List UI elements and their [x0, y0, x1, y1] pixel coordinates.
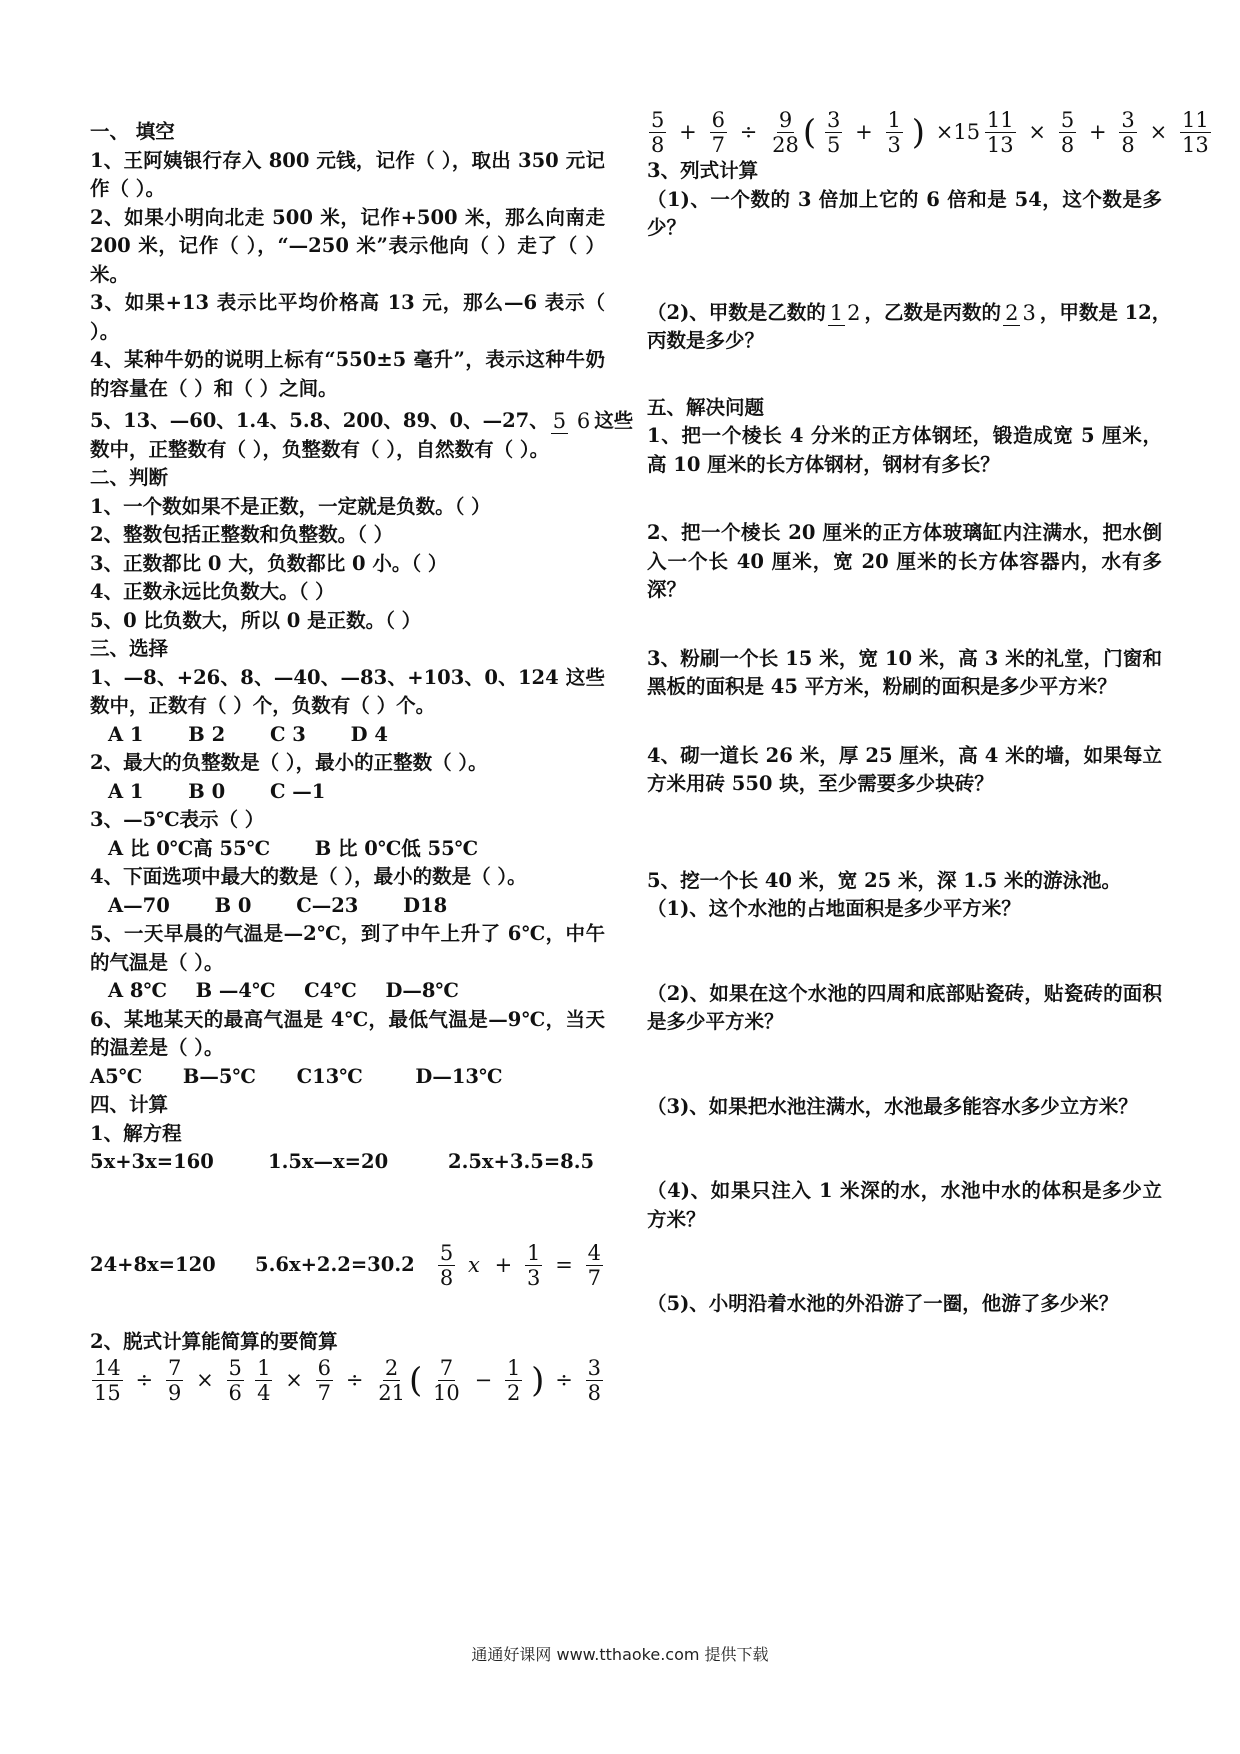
fraction-denominator: 9 — [167, 1381, 182, 1405]
subsection-word-equations: 3、列式计算 — [647, 159, 759, 182]
fraction-denominator: 15 — [94, 1381, 121, 1405]
question-1-5-line2: 数中，正整数有（ ），负整数有（ ），自然数有（ ）。 — [90, 437, 550, 461]
section-title-calculate: 四、计算 — [90, 1093, 169, 1116]
question-1-3: 3、如果+13 表示比平均价格高 13 元，那么—6 表示（ ）。 — [90, 291, 605, 343]
question-1-5-line1 — [90, 407, 634, 436]
operator: + — [679, 120, 697, 145]
fraction-denominator: 3 — [527, 1265, 541, 1290]
fraction-denominator: 6 — [576, 409, 591, 434]
option-c: C 3 — [269, 722, 306, 746]
question-3-3-options — [90, 835, 605, 864]
fraction-denominator: 13 — [1181, 133, 1209, 157]
question-5-5: 5、挖一个长 40 米，宽 25 米，深 1.5 米的游泳池。 — [647, 868, 1121, 892]
option-d: D—13℃ — [415, 1064, 503, 1088]
fraction — [770, 108, 801, 157]
fraction-numerator: 3 — [587, 1356, 601, 1380]
calc-row-1 — [90, 1356, 605, 1405]
equation-5: 5.6x+2.2=30.2 — [255, 1252, 415, 1276]
fraction-numerator: 5 — [228, 1356, 242, 1380]
fraction-numerator: 9 — [778, 108, 793, 132]
fraction-numerator: 6 — [317, 1356, 332, 1380]
fraction-denominator: 3 — [1022, 300, 1036, 325]
option-a: A—70 — [108, 893, 170, 917]
calc-6 — [983, 108, 1213, 157]
question-3-1: 1、—8、+26、8、—40、—83、+103、0、124 这些数中，正数有（ ）个，负数有（ ）个。 — [90, 665, 605, 717]
question-3-2-options — [90, 778, 605, 807]
fraction — [438, 1241, 455, 1290]
fraction — [431, 1356, 462, 1405]
fraction-denominator: 7 — [711, 133, 725, 157]
option-a: A 8℃ — [108, 979, 167, 1002]
fraction-denominator: 2 — [847, 300, 861, 325]
question-4-3-2-line1 — [647, 299, 1172, 328]
question-4-3-2-text-c: ，甲数是 12， — [1039, 300, 1172, 324]
fraction-numerator: 11 — [1181, 108, 1209, 132]
question-4-3-1: （1)、一个数的 3 倍加上它的 6 倍和是 54，这个数是多少？ — [647, 187, 1162, 239]
question-5-2: 2、把一个棱长 20 厘米的正方体玻璃缸内注满水，把水倒入一个长 40 厘米，宽 20 厘米的长方体容器内，水有多深？ — [647, 521, 1162, 601]
operator: + — [494, 1252, 513, 1277]
operator: + — [1089, 120, 1107, 145]
fraction-numerator: 14 — [94, 1356, 121, 1380]
fraction-denominator: 7 — [317, 1381, 332, 1405]
fraction-numerator: 7 — [167, 1356, 182, 1380]
option-b: B 2 — [188, 722, 226, 746]
fraction — [227, 1356, 244, 1405]
fraction — [525, 1241, 542, 1290]
question-3-4-options — [90, 892, 605, 921]
fraction-numerator: 5 — [651, 108, 665, 132]
fraction-denominator: 8 — [651, 133, 665, 157]
question-3-6-options — [90, 1063, 605, 1092]
question-2-3: 3、正数都比 0 大，负数都比 0 小。（ ） — [90, 551, 448, 575]
fraction-denominator: 4 — [257, 1381, 271, 1405]
option-a: A 比 0℃高 55℃ — [108, 836, 270, 860]
fraction — [255, 1356, 272, 1405]
fraction-denominator: 2 — [506, 1381, 521, 1405]
option-b: B 0 — [214, 893, 252, 917]
question-5-5-1: （1)、这个水池的占地面积是多少平方米？ — [647, 897, 1021, 920]
question-1-5-text-b: 这些 — [594, 409, 634, 432]
operator: ×15 — [935, 120, 981, 145]
option-b: B 比 0℃低 55℃ — [314, 836, 479, 860]
question-4-3-2-text-a: （2)、甲数是乙数的 — [647, 300, 826, 324]
right-column — [647, 108, 1209, 1319]
fraction-denominator: 6 — [228, 1381, 242, 1405]
fraction — [649, 108, 666, 157]
operator: ÷ — [135, 1368, 154, 1393]
operator: ÷ — [555, 1368, 573, 1393]
fraction — [586, 1241, 603, 1290]
question-5-5-4: （4)、如果只注入 1 米深的水，水池中水的体积是多少立方米？ — [647, 1179, 1162, 1231]
fraction — [1003, 301, 1038, 325]
fraction-5-6 — [551, 409, 592, 433]
equation-1: 5x+3x=160 — [90, 1150, 214, 1173]
calc-2 — [253, 1356, 409, 1405]
question-5-3: 3、粉刷一个长 15 米，宽 10 米，高 3 米的礼堂，门窗和黑板的面积是 45 平方米，粉刷的面积是多少平方米？ — [647, 646, 1162, 698]
operator: × — [1149, 120, 1168, 145]
fraction-denominator: 28 — [772, 133, 799, 157]
fraction-numerator: 5 — [1060, 108, 1075, 132]
question-3-6: 6、某地某天的最高气温是 4℃，最低气温是—9℃，当天的温差是（ ）。 — [90, 1007, 605, 1059]
subsection-solve-equations: 1、解方程 — [90, 1121, 182, 1145]
question-1-1: 1、王阿姨银行存入 800 元钱，记作（ ），取出 350 元记作（ ）。 — [90, 148, 605, 200]
section-title-fill-blank: 一、 填空 — [90, 120, 175, 143]
question-2-4: 4、正数永远比负数大。（ ） — [90, 580, 335, 603]
operator: + — [855, 120, 873, 145]
option-c: C4℃ — [304, 979, 357, 1002]
calc-3 — [409, 1356, 605, 1405]
fraction-denominator: 13 — [986, 133, 1014, 157]
question-2-2: 2、整数包括正整数和负整数。（ ） — [90, 523, 394, 546]
fraction — [505, 1356, 522, 1405]
fraction — [1119, 108, 1136, 157]
fraction — [166, 1356, 183, 1405]
fraction-numerator: 5 — [552, 409, 567, 434]
option-b: B 0 — [188, 779, 226, 803]
question-3-5-options — [90, 977, 605, 1006]
question-5-1: 1、把一个棱长 4 分米的正方体钢坯，锻造成宽 5 厘米，高 10 厘米的长方体钢材，钢材有多长？ — [647, 424, 1162, 476]
option-c: C —1 — [269, 779, 326, 803]
right-paren: ) — [911, 112, 925, 153]
fraction — [316, 1356, 333, 1405]
left-paren: ( — [408, 1360, 423, 1401]
question-3-1-options — [90, 721, 605, 750]
option-a: A 1 — [108, 722, 144, 746]
option-d: D18 — [403, 893, 448, 917]
option-c: C—23 — [296, 893, 359, 917]
section-title-solve-problems: 五、解决问题 — [647, 395, 765, 419]
left-paren: ( — [802, 112, 817, 153]
question-5-5-3: （3)、如果把水池注满水，水池最多能容水多少立方米？ — [647, 1094, 1138, 1118]
fraction-numerator: 1 — [506, 1356, 521, 1380]
fraction-numerator: 3 — [1121, 108, 1135, 132]
operator: × — [1028, 120, 1047, 145]
fraction-denominator: 21 — [378, 1381, 405, 1405]
calc-5 — [803, 108, 983, 157]
fraction-denominator: 5 — [826, 133, 841, 157]
fraction — [825, 108, 842, 157]
fraction — [710, 108, 727, 157]
question-3-5: 5、一天早晨的气温是—2℃，到了中午上升了 6℃，中午的气温是（ ）。 — [90, 922, 605, 974]
fraction-denominator: 8 — [1060, 133, 1075, 157]
fraction — [886, 108, 903, 157]
fraction-denominator: 10 — [433, 1381, 460, 1405]
option-a: A 1 — [108, 779, 144, 803]
option-d: D—8℃ — [385, 979, 459, 1002]
operator: − — [474, 1368, 493, 1393]
operator: = — [555, 1252, 573, 1277]
fraction-numerator: 2 — [1005, 300, 1019, 325]
fraction-numerator: 6 — [711, 108, 725, 132]
fraction-numerator: 2 — [384, 1356, 399, 1380]
question-5-5-2: （2)、如果在这个水池的四周和底部贴瓷砖，贴瓷砖的面积是多少平方米？ — [647, 981, 1162, 1033]
operator: × — [285, 1368, 303, 1393]
left-column — [90, 118, 634, 1405]
option-c: C13℃ — [296, 1064, 363, 1088]
question-3-2: 2、最大的负整数是（ ），最小的正整数（ ）。 — [90, 751, 488, 774]
fraction-numerator: 7 — [439, 1356, 454, 1380]
question-1-2: 2、如果小明向北走 500 米，记作+500 米，那么向南走 200 米，记作（ ），“—250 米”表示他向（ ）走了（ ）米。 — [90, 205, 605, 286]
fraction — [828, 301, 863, 325]
equation-6 — [436, 1241, 605, 1290]
operator: ÷ — [739, 120, 758, 145]
fraction-numerator: 4 — [587, 1240, 601, 1265]
fraction-denominator: 8 — [1121, 133, 1135, 157]
option-b: B —4℃ — [195, 979, 276, 1002]
fraction-numerator: 5 — [439, 1240, 454, 1265]
calc-row-2 — [647, 108, 1209, 157]
subsection-step-calculation: 2、脱式计算能简算的要简算 — [90, 1329, 338, 1353]
fraction-numerator: 3 — [826, 108, 841, 132]
fraction — [376, 1356, 407, 1405]
fraction — [985, 108, 1016, 157]
fraction-numerator: 11 — [986, 108, 1014, 132]
question-2-1: 1、一个数如果不是正数，一定就是负数。（ ） — [90, 494, 491, 518]
equation-2: 1.5x—x=20 — [268, 1150, 389, 1173]
fraction-denominator: 7 — [587, 1265, 601, 1290]
calc-4 — [647, 108, 803, 157]
question-1-4: 4、某种牛奶的说明上标有“550±5 毫升”，表示这种牛奶的容量在（ ）和（ ）之间。 — [90, 348, 605, 400]
right-paren: ) — [531, 1360, 545, 1401]
fraction-denominator: 3 — [887, 133, 901, 157]
question-5-5-5: （5)、小明沿着水池的外沿游了一圈，他游了多少米？ — [647, 1292, 1119, 1315]
question-2-5: 5、0 比负数大，所以 0 是正数。（ ） — [90, 608, 422, 632]
fraction-denominator: 8 — [439, 1265, 454, 1290]
page-footer: 通通好课网 www.tthaoke.com 提供下载 — [471, 1645, 769, 1664]
fraction-numerator: 1 — [829, 300, 844, 325]
fraction — [1059, 108, 1076, 157]
section-title-choice: 三、选择 — [90, 637, 169, 660]
equation-row-1 — [90, 1148, 605, 1177]
equation-4: 24+8x=120 — [90, 1252, 216, 1276]
operator: ÷ — [345, 1368, 364, 1393]
section-title-judge: 二、判断 — [90, 466, 169, 489]
equation-row-2 — [90, 1241, 605, 1290]
calc-1 — [90, 1356, 253, 1405]
fraction-numerator: 1 — [887, 108, 901, 132]
fraction-denominator: 8 — [587, 1381, 601, 1405]
question-4-3-2-text-b: ，乙数是丙数的 — [864, 300, 1002, 324]
fraction-numerator: 1 — [257, 1356, 271, 1380]
fraction — [586, 1356, 603, 1405]
option-a: A5℃ — [90, 1064, 143, 1088]
option-b: B—5℃ — [182, 1064, 256, 1088]
fraction — [92, 1356, 123, 1405]
question-5-4: 4、砌一道长 26 米，厚 25 厘米，高 4 米的墙，如果每立方米用砖 550 块，至少需要多少块砖？ — [647, 743, 1162, 795]
variable-x: x — [468, 1252, 480, 1277]
option-d: D 4 — [350, 722, 388, 746]
operator: × — [196, 1368, 214, 1393]
question-3-3: 3、—5℃表示（ ） — [90, 808, 265, 831]
question-3-4: 4、下面选项中最大的数是（ ），最小的数是（ ）。 — [90, 865, 527, 888]
question-4-3-2-line2: 丙数是多少？ — [647, 329, 765, 352]
fraction — [1180, 108, 1211, 157]
equation-3: 2.5x+3.5=8.5 — [448, 1150, 595, 1173]
question-1-5-text-a: 5、13、—60、1.4、5.8、200、89、0、—27、 — [90, 409, 549, 432]
fraction-numerator: 1 — [527, 1240, 541, 1265]
